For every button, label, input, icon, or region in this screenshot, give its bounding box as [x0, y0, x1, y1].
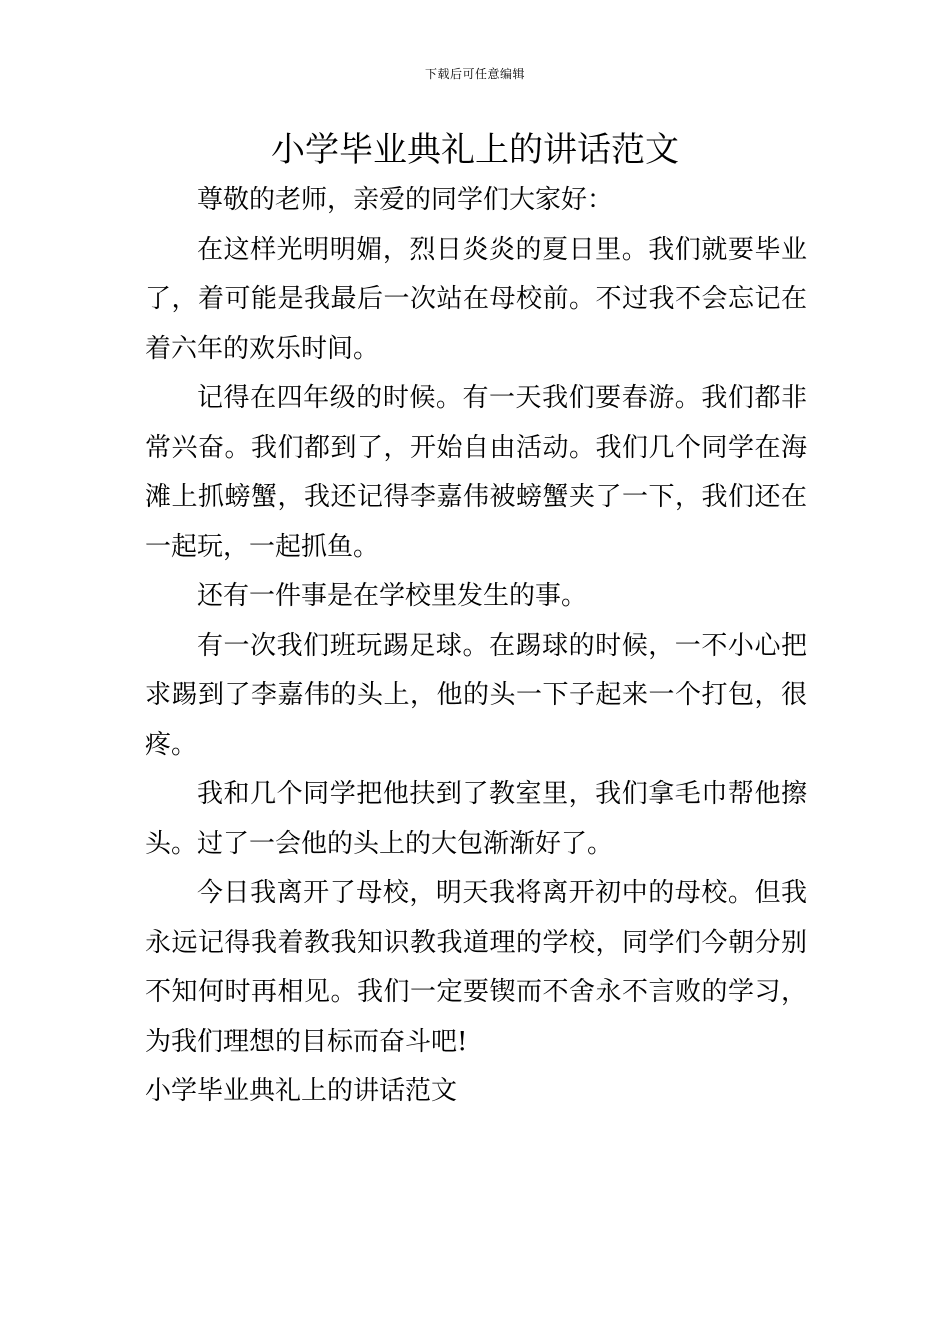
document-title: 小学毕业典礼上的讲话范文 — [271, 130, 679, 170]
body-paragraph: 还有一件事是在学校里发生的事。 — [197, 581, 588, 611]
body-paragraph: 今日我离开了母校，明天我将离开初中的母校。但我永远记得我着教我知识教我道理的学校，同学们今朝分别不知何时再相见。我们一定要锲而不舍永不言败的学习，为我们理想的目标而奋斗吧! — [145, 878, 807, 1057]
body-paragraph: 有一次我们班玩踢足球。在踢球的时候，一不小心把求踢到了李嘉伟的头上，他的头一下子起来一个打包，很疼。 — [145, 630, 807, 760]
body-paragraph: 记得在四年级的时候。有一天我们要春游。我们都非常兴奋。我们都到了，开始自由活动。我们几个同学在海滩上抓螃蟹，我还记得李嘉伟被螃蟹夹了一下，我们还在一起玩，一起抓鱼。 — [145, 383, 807, 562]
body-paragraph: 我和几个同学把他扶到了教室里，我们拿毛巾帮他擦头。过了一会他的头上的大包渐渐好了。 — [145, 779, 807, 859]
body-paragraph: 在这样光明明媚，烈日炎炎的夏日里。我们就要毕业了，着可能是我最后一次站在母校前。不过我不会忘记在着六年的欢乐时间。 — [145, 234, 807, 364]
document-body — [145, 176, 807, 1117]
footer-title: 小学毕业典礼上的讲话范文 — [145, 1076, 458, 1106]
header-note: 下载后可任意编辑 — [424, 67, 525, 81]
greeting-paragraph: 尊敬的老师，亲爱的同学们大家好： — [197, 185, 614, 215]
